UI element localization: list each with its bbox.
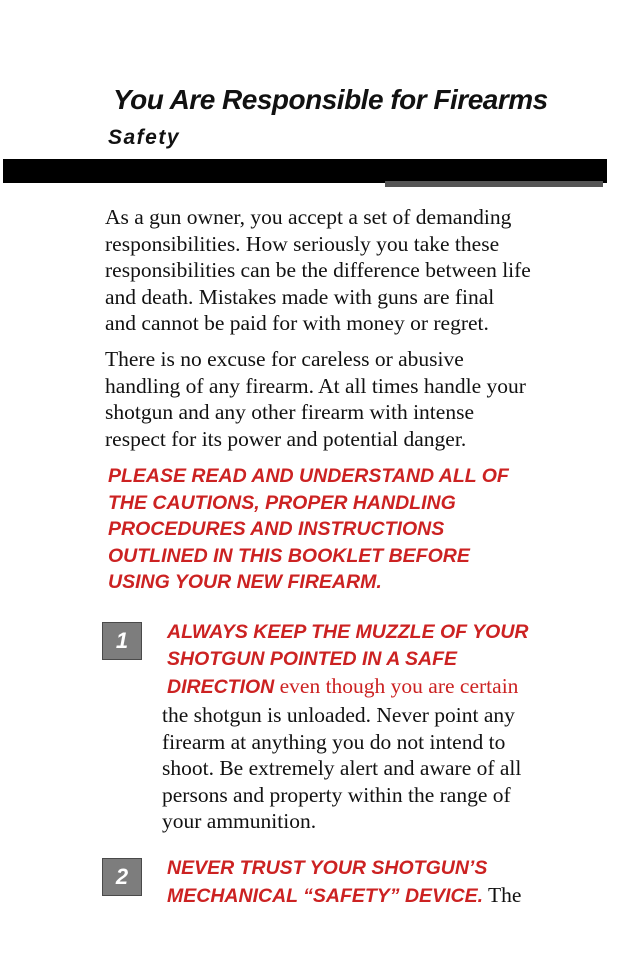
- rule-1-heading-line-2: SHOTGUN POINTED IN A SAFE: [167, 648, 457, 670]
- rule-2-heading-line-2: [162, 882, 602, 911]
- intro-paragraph-1: As a gun owner, you accept a set of demanding responsibilities. How seriously you take these responsibilities can be the difference between life and death. Mistakes made with guns are final and cannot be paid for with money or regret.: [105, 205, 531, 335]
- rule-number-badge-2: 2: [102, 858, 142, 896]
- safety-rule-1: [162, 619, 602, 835]
- header-rule-shadow: [385, 181, 603, 187]
- rule-1-heading-line-1: ALWAYS KEEP THE MUZZLE OF YOUR: [167, 621, 529, 643]
- rule-2-heading-end: MECHANICAL “SAFETY” DEVICE.: [167, 885, 483, 907]
- warning-notice: PLEASE READ AND UNDERSTAND ALL OF THE CAUTIONS, PROPER HANDLING PROCEDURES AND INSTRUCTIONS OUTLINED IN THIS BOOKLET BEFORE USING YOUR NEW FIREARM.: [108, 465, 509, 593]
- rule-1-heading-line-3: [162, 673, 602, 702]
- intro-paragraph-2: There is no excuse for careless or abusive handling of any firearm. At all times handle your shotgun and any other firearm with intense respect for its power and potential danger.: [105, 347, 526, 451]
- safety-rule-2: [162, 855, 602, 911]
- rule-1-heading-end: DIRECTION: [167, 676, 275, 698]
- rule-number-badge-1: 1: [102, 622, 142, 660]
- rule-1-heading-tail: even though you are certain: [274, 674, 519, 698]
- rule-2-body-start: The: [483, 883, 522, 907]
- page-title: You Are Responsible for Firearms: [113, 84, 548, 115]
- rule-2-heading-line-1: NEVER TRUST YOUR SHOTGUN’S: [167, 857, 488, 879]
- rule-1-body: the shotgun is unloaded. Never point any firearm at anything you do not intend to shoot. Be extremely alert and aware of all persons and property within the range of your ammunition.: [162, 703, 522, 833]
- header-rule: [3, 159, 607, 183]
- page-subtitle: Safety: [108, 126, 181, 149]
